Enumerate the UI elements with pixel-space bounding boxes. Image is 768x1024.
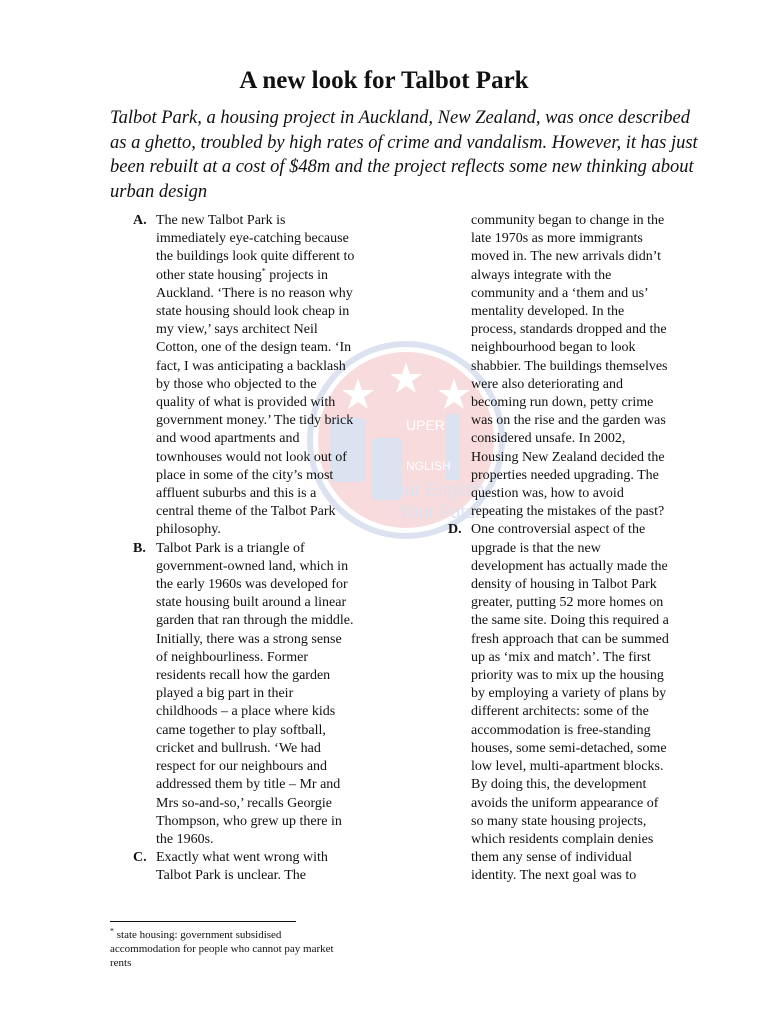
right-column	[448, 212, 698, 886]
paragraph-text: Exactly what went wrong with Talbot Park is unclear. The	[156, 850, 328, 884]
watermark-brand-line1: UPER	[406, 417, 445, 433]
footnote	[110, 928, 410, 970]
paragraph-text: One controversial aspect of the upgrade is that the new development has actually made the density of housing in Talbot Park greater, putting 52 more homes on the same site. Doing this required a fresh approach that can be summed up as ‘mix and match’. The first priority was to mix up the housing by employing a variety of plans by different architects: some of the accommodation is free-standing houses, some semi-detached, some low level, multi-apartment blocks. By doing this, the development avoids the uniform appearance of so many state housing projects, which residents complain denies them any sense of individual identity. The next goal was to	[471, 522, 669, 884]
left-column	[133, 212, 383, 886]
footnote-marker: *	[110, 926, 114, 936]
article-intro: Talbot Park, a housing project in Auckland, New Zealand, was once described as a ghetto, troubled by high rates of crime and vandalism. However, it has just been rebuilt at a cost of $48m and the project reflects some new thinking about urban design	[110, 108, 698, 202]
paragraph-b	[133, 540, 383, 849]
paragraph-text-part: The new Talbot Park is immediately eye-catching because the buildings look quite different to other state housing	[156, 213, 355, 283]
watermark-brand-line2: NGLISH	[406, 459, 451, 473]
paragraph-c	[133, 849, 383, 885]
paragraph-c-continuation: community began to change in the late 1970s as more immigrants moved in. The new arrivals didn’t always integrate with the community and a ‘them and us’ mentality developed. In the process, standards dropped and the neighbourhood began to look shabbier. The buildings themselves were also deteriorating and becoming run down, petty crime was on the rise and the garden was considered unsafe. In 2002, Housing New Zealand decided the properties needed upgrading. The question was, how to avoid repeating the mistakes of the past?	[471, 213, 668, 520]
paragraph-text: Talbot Park is a triangle of government-owned land, which in the early 1960s was developed for state housing built around a linear garden that ran through the middle. Initially, there was a strong sense of neighbourliness. Former residents recall how the garden played a big part in their childhoods – a place where kids came together to play softball, cricket and bullrush. ‘We had respect for our neighbours and addressed them by title – Mr and Mrs so-and-so,’ recalls Georgie Thompson, who grew up there in the 1960s.	[156, 540, 354, 847]
paragraph-label: C.	[133, 850, 147, 866]
article-title: A new look for Talbot Park	[239, 67, 529, 94]
paragraph-label: D.	[448, 522, 462, 538]
watermark-tagline-2: Your Future	[398, 502, 492, 522]
watermark-tagline-1: Your English	[384, 480, 485, 500]
paragraph-d	[448, 521, 698, 885]
watermark-star-icon	[390, 362, 422, 393]
paragraph-label: A.	[133, 213, 147, 228]
paragraph-label: B.	[133, 540, 146, 556]
paragraph-text-part: projects in Auckland. ‘There is no reason why state housing should look cheap in my view,’ says architect Neil Cotton, one of the design team. ‘In fact, I was anticipating a backlash by those who objected to the quality of what is provided with government money.’ The tidy brick and wood apartments and townhouses would not look out of place in some of the city’s most affluent suburbs and this is a central theme of the Talbot Park philosophy.	[156, 267, 354, 538]
footnote-divider	[110, 921, 296, 922]
footnote-text: state housing: government subsidised accommodation for people who cannot pay market rents	[110, 929, 334, 969]
paragraph-text	[156, 212, 383, 540]
paragraph-a	[133, 212, 383, 540]
footnote-reference: *	[261, 265, 266, 275]
